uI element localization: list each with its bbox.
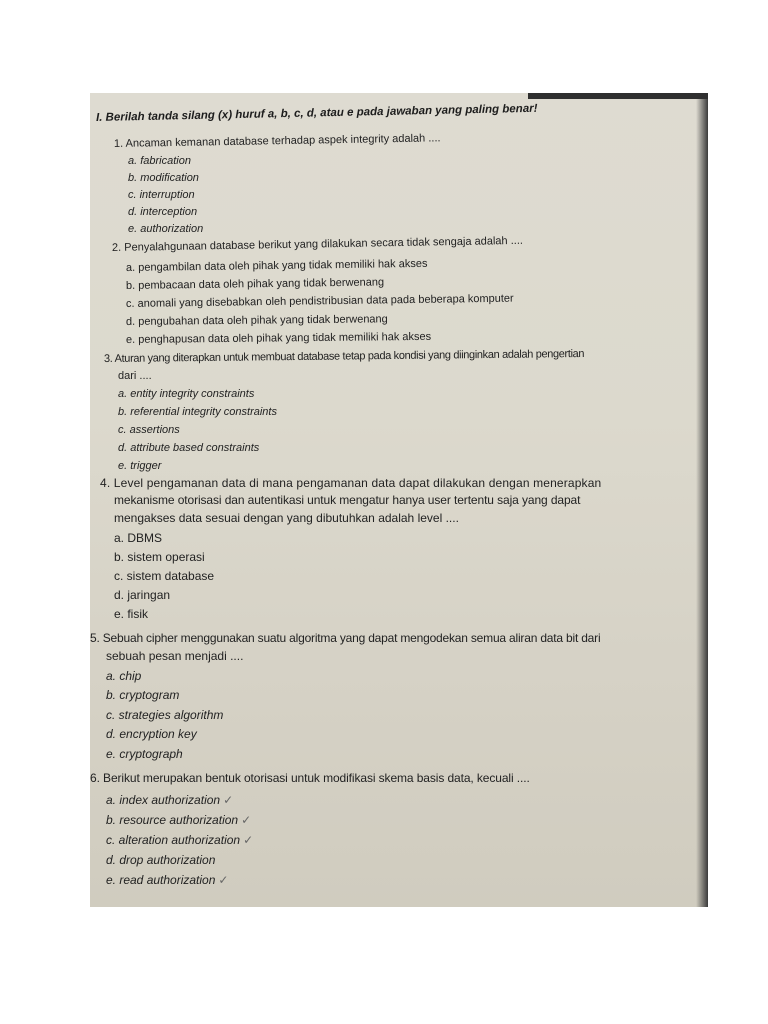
- q1-option-c: c. interruption: [128, 189, 195, 201]
- q3-option-b: b. referential integrity constraints: [118, 406, 277, 418]
- q6-option-c: [106, 833, 253, 847]
- question-2: 2. Penyalahgunaan database berikut yang dilakukan secara tidak sengaja adalah ....: [111, 234, 524, 254]
- q5-option-e: e. cryptograph: [106, 747, 183, 761]
- q4-option-d: d. jaringan: [114, 588, 171, 602]
- question-4-line-2: mekanisme otorisasi dan autentikasi untuk mengatur hanya user tertentu saja yang dapat: [114, 493, 581, 507]
- photo-shadow-top: [528, 93, 708, 99]
- q6-option-b: [106, 813, 251, 827]
- photo-shadow-edge: [696, 93, 708, 907]
- q2-option-c: c. anomali yang disebabkan oleh pendistribusian data pada beberapa komputer: [125, 292, 514, 310]
- question-1: 1. Ancaman kemanan database terhadap aspek integrity adalah ....: [113, 132, 441, 150]
- q4-option-e: e. fisik: [114, 607, 149, 621]
- q4-option-a: a. DBMS: [114, 531, 163, 545]
- q3-option-e: e. trigger: [118, 460, 162, 472]
- check-mark-icon: ✓: [243, 833, 254, 847]
- q4-option-c: c. sistem database: [114, 569, 215, 583]
- q6-option-c-text: c. alteration authorization: [106, 833, 241, 847]
- check-mark-icon: ✓: [223, 793, 234, 807]
- q6-option-d-text: d. drop authorization: [106, 853, 216, 867]
- q6-option-a: [106, 793, 233, 807]
- q2-option-e: e. penghapusan data oleh pihak yang tidak memiliki hak akses: [125, 330, 432, 346]
- q1-option-e: e. authorization: [128, 223, 204, 235]
- question-4-line-1: 4. Level pengamanan data di mana pengamanan data dapat dilakukan dengan menerapkan: [100, 476, 602, 490]
- q3-option-a: a. entity integrity constraints: [118, 388, 255, 400]
- q1-option-d: d. interception: [128, 206, 198, 218]
- q6-option-e-text: e. read authorization: [106, 873, 216, 887]
- q6-option-e: [106, 873, 228, 887]
- question-5-line-1: 5. Sebuah cipher menggunakan suatu algoritma yang dapat mengodekan semua aliran data bit dari: [90, 631, 601, 645]
- q2-option-b: b. pembacaan data oleh pihak yang tidak berwenang: [125, 276, 385, 292]
- question-3-line-1: 3. Aturan yang diterapkan untuk membuat database tetap pada kondisi yang diinginkan adalah pengertian: [103, 347, 585, 365]
- q2-option-a: a. pengambilan data oleh pihak yang tidak memiliki hak akses: [125, 257, 428, 274]
- q5-option-d: d. encryption key: [106, 727, 197, 741]
- question-5-line-2: sebuah pesan menjadi ....: [106, 649, 244, 663]
- q3-option-c: c. assertions: [118, 424, 180, 436]
- q2-option-d: d. pengubahan data oleh pihak yang tidak berwenang: [125, 313, 388, 328]
- q6-option-d: [106, 853, 215, 867]
- q5-option-c: c. strategies algorithm: [106, 708, 224, 722]
- q3-option-d: d. attribute based constraints: [118, 442, 260, 454]
- q6-option-a-text: a. index authorization: [106, 793, 221, 807]
- question-3-line-2: dari ....: [118, 370, 152, 382]
- question-4-line-3: mengakses data sesuai dengan yang dibutuhkan adalah level ....: [114, 511, 459, 525]
- q5-option-a: a. chip: [106, 669, 142, 683]
- q1-option-b: b. modification: [128, 172, 199, 184]
- q1-option-a: a. fabrication: [128, 155, 191, 167]
- question-6: 6. Berikut merupakan bentuk otorisasi untuk modifikasi skema basis data, kecuali ....: [90, 771, 530, 785]
- q4-option-b: b. sistem operasi: [114, 550, 205, 564]
- check-mark-icon: ✓: [241, 813, 252, 827]
- photographed-worksheet: [90, 93, 708, 907]
- check-mark-icon: ✓: [218, 873, 229, 887]
- q5-option-b: b. cryptogram: [106, 688, 180, 702]
- section-heading: I. Berilah tanda silang (x) huruf a, b, c, d, atau e pada jawaban yang paling benar!: [95, 102, 538, 124]
- q6-option-b-text: b. resource authorization: [106, 813, 239, 827]
